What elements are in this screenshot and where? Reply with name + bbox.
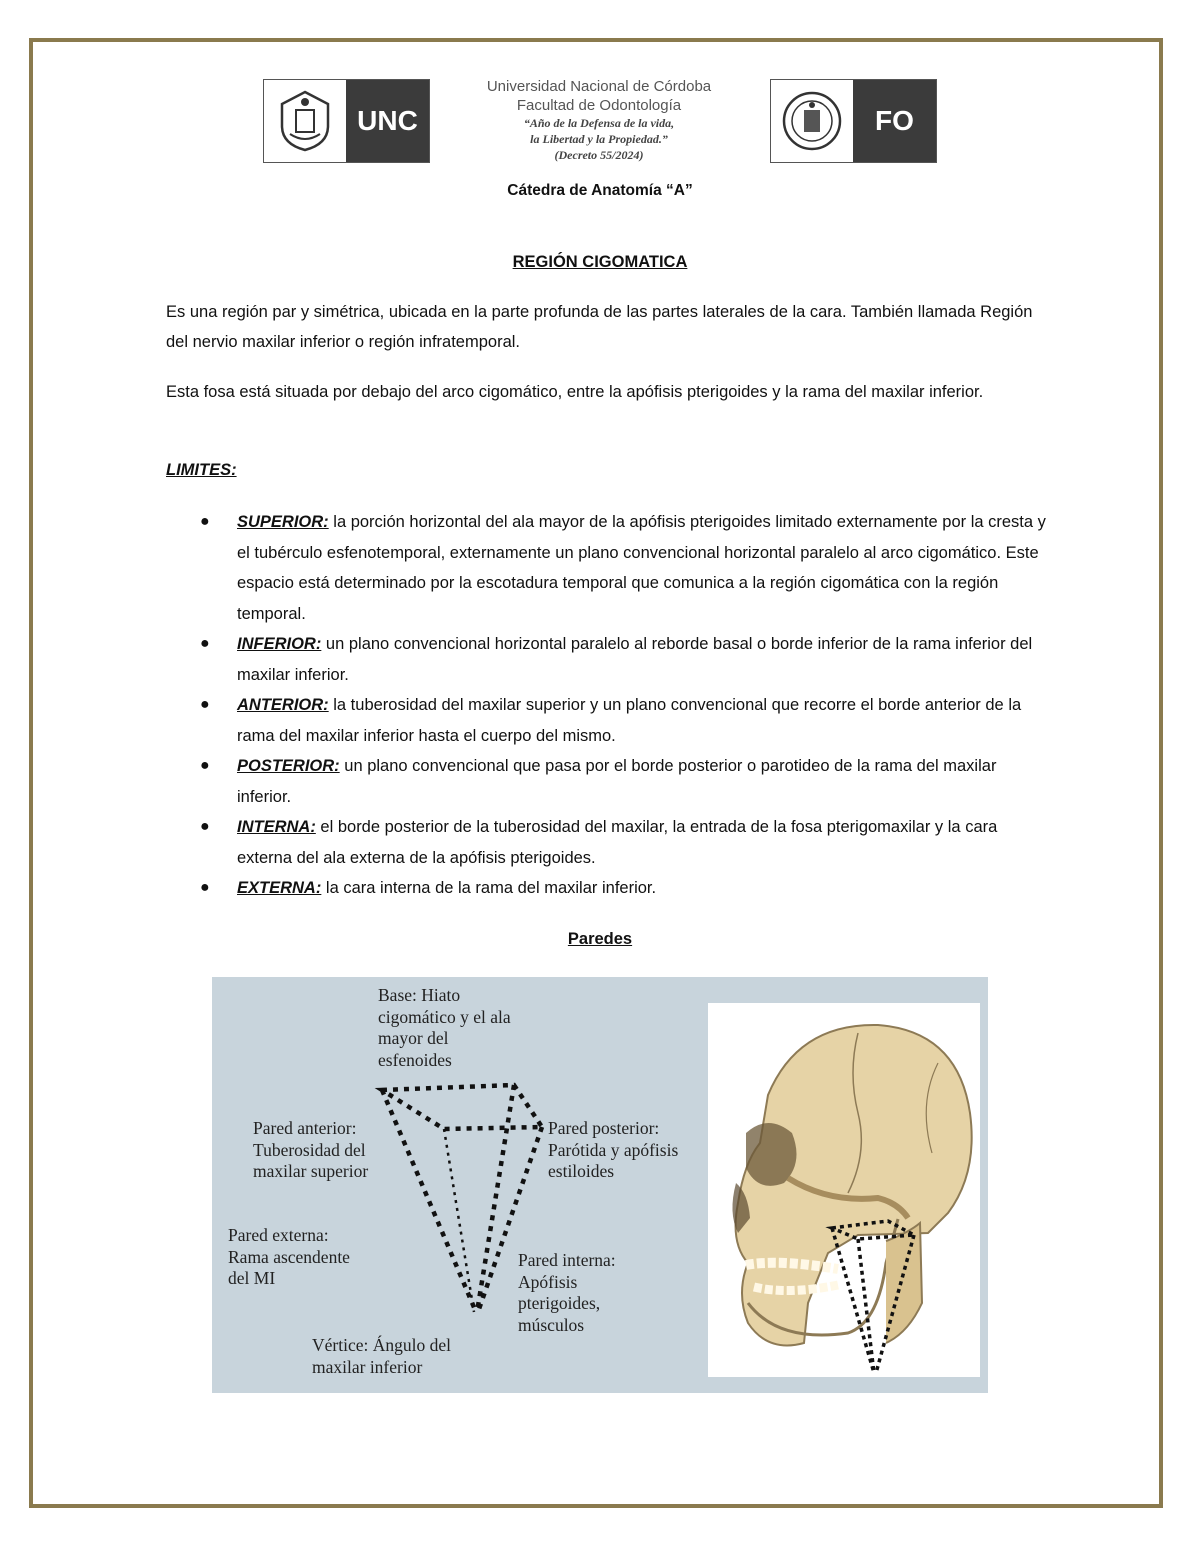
university-heading (470, 77, 728, 163)
limit-text: un plano convencional horizontal paralelo al reborde basal o borde inferior de la rama inferior del maxilar inferior. (237, 635, 1033, 684)
document-header (0, 75, 1200, 175)
unc-seal-icon (264, 80, 346, 162)
limits-heading: LIMITES: (166, 461, 237, 479)
limit-text: la cara interna de la rama del maxilar inferior. (321, 879, 657, 897)
label-base: Base: Hiato cigomático y el ala mayor del esfenoides (378, 985, 511, 1070)
bullet-icon: ● (200, 513, 210, 530)
limit-key: ANTERIOR: (237, 696, 329, 714)
limit-text: el borde posterior de la tuberosidad del maxilar, la entrada de la fosa pterigomaxilar y la cara externa del ala externa de la apófisis pterigoides. (237, 818, 998, 867)
limit-key: EXTERNA: (237, 879, 322, 897)
list-item (166, 873, 1046, 904)
label-vertice: Vértice: Ángulo del maxilar inferior (312, 1335, 451, 1377)
fo-logo (770, 79, 937, 163)
unc-tag: UNC (346, 80, 429, 162)
list-item (166, 629, 1046, 690)
fo-seal-icon (771, 80, 853, 162)
decree: (Decreto 55/2024) (554, 148, 644, 162)
university-name: Universidad Nacional de Córdoba (486, 78, 712, 95)
label-pared-posterior: Pared posterior: Parótida y apófisis estiloides (548, 1118, 679, 1181)
faculty-name: Facultad de Odontología (516, 97, 682, 114)
skull-icon (708, 1003, 980, 1377)
limit-key: INFERIOR: (237, 635, 322, 653)
skull-image (708, 1003, 980, 1377)
bullet-icon: ● (200, 635, 210, 652)
limit-key: POSTERIOR: (237, 757, 340, 775)
list-item (166, 507, 1046, 629)
bullet-icon: ● (200, 879, 210, 896)
label-pared-anterior: Pared anterior: Tuberosidad del maxilar superior (253, 1118, 369, 1181)
list-item (166, 812, 1046, 873)
limit-key: SUPERIOR: (237, 513, 329, 531)
limit-text: un plano convencional que pasa por el borde posterior o parotideo de la rama del maxilar inferior. (237, 757, 997, 806)
location-paragraph: Esta fosa está situada por debajo del arco cigomático, entre la apófisis pterigoides y la rama del maxilar inferior. (166, 383, 984, 401)
motto-line-1: “Año de la Defensa de la vida, (523, 116, 675, 130)
bullet-icon: ● (200, 818, 210, 835)
catedra-label: Cátedra de Anatomía “A” (507, 182, 693, 199)
list-item (166, 690, 1046, 751)
label-pared-interna: Pared interna: Apófisis pterigoides, músculos (518, 1250, 616, 1335)
list-item (166, 751, 1046, 812)
limit-key: INTERNA: (237, 818, 316, 836)
bullet-icon: ● (200, 696, 210, 713)
intro-paragraph: Es una región par y simétrica, ubicada en la parte profunda de las partes laterales de la cara. También llamada Región del nervio maxilar inferior o región infratemporal. (166, 303, 1033, 351)
motto-line-2: la Libertad y la Propiedad.” (530, 132, 668, 146)
limits-list (166, 507, 1046, 904)
paredes-figure (212, 977, 988, 1393)
unc-logo (263, 79, 430, 163)
page-title: REGIÓN CIGOMATICA (512, 253, 688, 271)
bullet-icon: ● (200, 757, 210, 774)
paredes-heading: Paredes (567, 930, 633, 948)
limit-text: la tuberosidad del maxilar superior y un plano convencional que recorre el borde anterior de la rama del maxilar inferior hasta el cuerpo del mismo. (237, 696, 1022, 745)
label-pared-externa: Pared externa: Rama ascendente del MI (228, 1225, 350, 1288)
limit-text: la porción horizontal del ala mayor de la apófisis pterigoides limitado externamente por la cresta y el tubérculo esfenotemporal, externamente un plano convencional horizontal paralelo al arco cigomático. Este espacio está determinado por la escotadura temporal que comunica a la región cigomática con la región temporal. (237, 513, 1046, 623)
fo-tag: FO (853, 80, 936, 162)
